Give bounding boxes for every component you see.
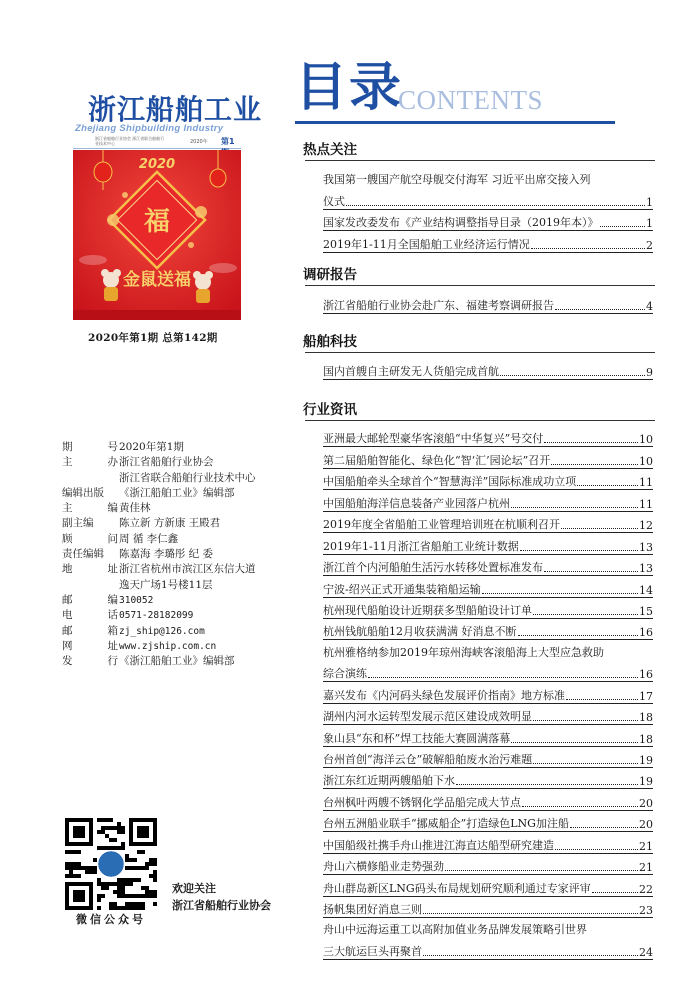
toc-entry-title-line1: 杭州雅格纳参加2019年琼州海峡客滚船海上大型应急救助 [323,645,604,659]
toc-leader-dots [511,507,638,508]
toc-entry[interactable] [323,918,653,960]
toc-entry-title: 台州五洲船业联手“挪威船企”打造绿色LNG加注船 [323,817,569,831]
masthead-value: 浙江省船舶行业协会 [119,456,214,469]
toc-list-news [323,426,653,960]
toc-entry[interactable] [323,359,653,380]
toc-leader-dots [555,849,638,850]
toc-entry[interactable] [323,640,653,682]
masthead-label: 副主编 [62,517,94,530]
toc-leader-dots [456,784,638,785]
toc-leader-dots [566,699,638,700]
masthead-label: 电 话 [62,609,118,622]
cover-magazine-title: 浙江船舶工业 [88,93,263,126]
follow-prompt [172,880,271,914]
toc-leader-dots [482,593,638,594]
masthead-label: 主 编 [62,502,118,515]
toc-entry[interactable] [323,469,653,490]
toc-leader-dots [423,913,638,914]
masthead-value: 周 循 李仁鑫 [119,532,179,545]
toc-page-number: 16 [639,668,653,682]
toc-entry-title: 浙江首个内河船舶生活污水转移处置标准发布 [323,561,543,575]
section-divider [305,160,655,161]
toc-page-number: 23 [639,904,653,918]
toc-entry[interactable] [323,747,653,768]
toc-entry-title: 台州枫叶两艘不锈钢化学品船完成大节点 [323,795,521,809]
toc-entry[interactable] [323,168,653,210]
toc-entry-title: 国内首艘自主研发无人货船完成首航 [323,365,499,379]
toc-entry-title: 象山县“东和杯”焊工技能大赛圆满落幕 [323,731,511,745]
toc-entry[interactable] [323,447,653,468]
cover-slogan: 金鼠送福 [123,270,191,290]
masthead-value: 0571-28182099 [119,610,194,622]
toc-entry[interactable] [323,490,653,511]
section-divider [305,420,655,421]
contents-title-en: CONTENTS [398,85,543,115]
toc-entry-title: 第二届船舶智能化、绿色化“智‘汇’园论坛”召开 [323,453,551,467]
masthead-value: 浙江省杭州市滨江区东信大道 [119,563,256,576]
toc-entry[interactable] [323,682,653,703]
toc-page-number: 21 [639,839,653,853]
toc-page-number: 15 [639,604,653,618]
toc-entry[interactable] [323,811,653,832]
toc-entry[interactable] [323,426,653,447]
toc-entry-title: 2019年1-11月全国船舶工业经济运行情况 [323,237,530,251]
toc-page-number: 24 [639,945,653,959]
fu-character: 福 [143,207,171,237]
toc-entry[interactable] [323,897,653,918]
toc-entry[interactable] [323,210,653,231]
toc-leader-dots [570,827,638,828]
masthead-value: www.zjship.com.cn [119,640,217,652]
toc-entry-title: 杭州现代船舶设计近期获多型船舶设计订单 [323,603,532,617]
toc-page-number: 20 [639,796,653,810]
toc-leader-dots [600,226,646,227]
toc-entry[interactable] [323,555,653,576]
toc-entry-title: 宁波-绍兴正式开通集装箱船运输 [323,582,481,596]
toc-leader-dots [445,870,638,871]
masthead-value: 陈立新 方新康 王殿君 [119,517,221,530]
toc-list-research [323,293,653,314]
cover-magazine-subtitle: Zhejiang Shipbuilding Industry [75,123,224,134]
masthead-label: 责任编辑 [62,548,104,561]
toc-page-number: 10 [639,433,653,447]
toc-entry[interactable] [323,789,653,810]
cover-illustration [73,150,241,320]
toc-list-hot [323,168,653,253]
toc-page-number: 14 [639,583,653,597]
toc-entry-title: 中国船舶牵头全球首个“智慧海洋”国际标准成功立项 [323,475,577,489]
toc-entry[interactable] [323,832,653,853]
toc-entry[interactable] [323,512,653,533]
section-heading-tech: 船舶科技 [303,334,357,350]
masthead-value: 2020年第1期 [119,441,184,453]
toc-list-tech [323,359,653,380]
toc-entry-title-line1: 我国第一艘国产航空母舰交付海军 习近平出席交接入列 [323,173,591,187]
toc-leader-dots [533,614,638,615]
qr-caption: 微信公众号 [76,913,146,926]
contents-title-cn: 目录 [295,58,404,118]
masthead-label: 期 号 [62,441,118,453]
toc-page-number: 9 [646,366,653,380]
toc-entry-title: 2019年度全省船舶工业管理培训班在杭顺利召开 [323,518,560,532]
toc-entry[interactable] [323,875,653,896]
cover-artwork [73,150,241,320]
toc-page-number: 13 [639,562,653,576]
toc-page-number: 19 [639,775,653,789]
cover-year-text: 2020 [138,157,176,172]
masthead-label: 发 行 [62,655,118,668]
toc-page-number: 19 [639,754,653,768]
toc-entry-title: 三大航运巨头再聚首 [323,944,422,958]
toc-entry[interactable] [323,231,653,252]
cover-header-strip [73,136,241,149]
toc-page-number: 16 [639,626,653,640]
toc-page-number: 17 [639,689,653,703]
masthead-value: 《浙江船舶工业》编辑部 [119,655,235,668]
toc-entry-title: 浙江东红近期两艘船舶下水 [323,774,455,788]
toc-entry-title: 亚洲最大邮轮型豪华客滚船“中华复兴”号交付 [323,432,544,446]
follow-line-1: 欢迎关注 [172,882,216,895]
toc-entry[interactable] [323,293,653,314]
toc-page-number: 21 [639,861,653,875]
toc-leader-dots [533,720,638,721]
toc-page-number: 13 [639,540,653,554]
masthead-label: 顾 问 [62,532,118,545]
toc-leader-dots [592,892,638,893]
toc-leader-dots [551,464,638,465]
masthead-label: 网 址 [62,639,118,652]
toc-entry[interactable] [323,725,653,746]
cover-strip-publisher: 浙江省船舶行业协会 浙江省联合船舶行业技术中心 [95,136,165,146]
masthead-label: 邮 编 [62,593,118,606]
toc-entry-title-line1: 舟山中远海运重工以高附加值业务品牌发展策略引世界 [323,923,587,937]
masthead-label: 主 办 [62,456,118,469]
toc-entry-title: 综合演练 [323,667,367,681]
toc-entry[interactable] [323,533,653,554]
masthead-value: 浙江省联合船舶行业技术中心 [119,471,256,484]
toc-entry-title: 舟山群岛新区LNG码头布局规划研究顺利通过专家评审 [323,881,591,895]
toc-page-number: 12 [639,519,653,533]
toc-entry-title: 台州首创“海洋云仓”破解船舶废水治污难题 [323,753,533,767]
toc-entry-title: 中国船舶海洋信息装备产业园落户杭州 [323,496,510,510]
toc-entry-title: 嘉兴发布《内河码头绿色发展评价指南》地方标准 [323,688,565,702]
masthead-value: 陈嘉海 李璐彤 纪 委 [119,548,214,561]
toc-leader-dots [522,806,638,807]
toc-page-number: 10 [639,454,653,468]
toc-leader-dots [518,635,639,636]
masthead-label: 邮 箱 [62,624,118,637]
toc-entry-title: 中国船级社携手舟山推进江海直达船型研究建造 [323,838,554,852]
cover-strip-number: 第1 [221,137,235,146]
masthead-value: 310052 [119,594,154,606]
toc-entry-title: 扬帆集团好消息三则 [323,903,422,917]
toc-entry[interactable] [323,704,653,725]
toc-page-number: 20 [639,818,653,832]
toc-entry[interactable] [323,598,653,619]
toc-entry[interactable] [323,619,653,640]
toc-entry[interactable] [323,576,653,597]
toc-page-number: 18 [639,711,653,725]
cover-issue-line: 2020年第1期 总第142期 [88,332,218,344]
toc-leader-dots [531,248,645,249]
toc-leader-dots [544,442,638,443]
masthead-value: 黄佳林 [119,502,151,515]
section-divider [305,285,655,286]
toc-leader-dots [561,528,638,529]
masthead-label: 地 址 [62,563,118,576]
contents-title-rule [295,121,615,124]
toc-page-number: 1 [646,217,653,231]
toc-entry-title: 仪式 [323,194,345,208]
masthead-label: 编辑出版 [62,486,104,499]
toc-page-number: 18 [639,732,653,746]
section-divider [305,352,655,353]
toc-entry[interactable] [323,768,653,789]
cover-strip-year: 2020年 [190,139,208,145]
toc-entry-title: 国家发改委发布《产业结构调整指导目录（2019年本）》 [323,216,599,230]
wechat-qr-code [65,818,157,910]
toc-entry[interactable] [323,854,653,875]
toc-leader-dots [533,763,638,764]
section-heading-hot: 热点关注 [303,142,357,158]
toc-leader-dots [368,677,638,678]
toc-entry-title: 湖州内河水运转型发展示范区建设成效明显 [323,710,532,724]
toc-page-number: 22 [639,882,653,896]
masthead-value: 《浙江船舶工业》编辑部 [119,486,235,499]
toc-page-number: 11 [639,497,653,511]
masthead-value: zj_ship@126.com [119,625,205,637]
toc-entry-title: 杭州钱航船舶12月收获满满 好消息不断 [323,625,517,639]
section-heading-news: 行业资讯 [303,402,357,418]
toc-leader-dots [520,550,638,551]
toc-leader-dots [511,742,638,743]
toc-leader-dots [577,485,638,486]
toc-page-number: 1 [646,195,653,209]
toc-entry-title: 2019年1-11月浙江省船舶工业统计数据 [323,539,519,553]
toc-leader-dots [500,375,645,376]
toc-leader-dots [423,955,638,956]
toc-page-number: 11 [639,476,653,490]
toc-leader-dots [346,205,645,206]
toc-entry-title: 舟山六横修船业走势强劲 [323,860,444,874]
toc-leader-dots [555,309,645,310]
toc-page-number: 4 [646,300,653,314]
follow-line-2: 浙江省船舶行业协会 [172,899,271,912]
toc-page-number: 2 [646,238,653,252]
section-heading-research: 调研报告 [303,267,357,283]
toc-leader-dots [544,571,638,572]
masthead-value: 逸天广场1号楼11层 [119,578,213,591]
toc-entry-title: 浙江省船舶行业协会赴广东、福建考察调研报告 [323,299,554,313]
